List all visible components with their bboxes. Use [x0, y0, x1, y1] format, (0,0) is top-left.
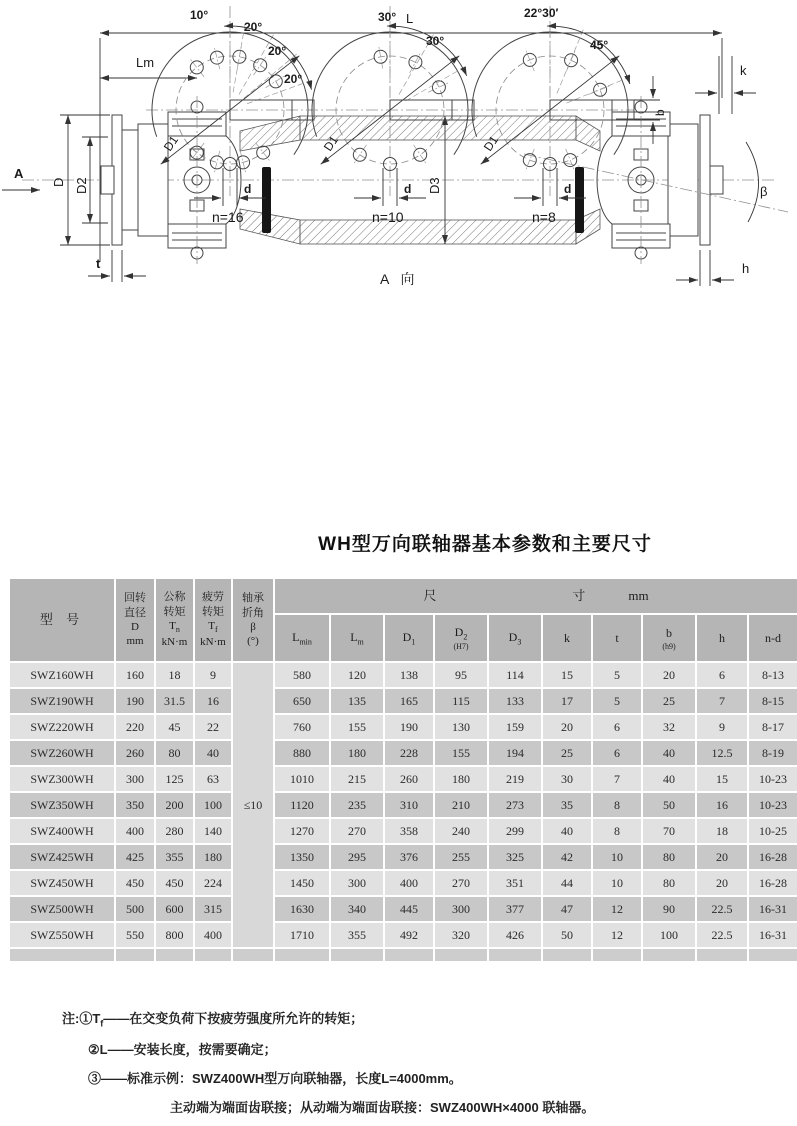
dim-label-D2: D2: [74, 177, 89, 194]
footer-strip-cell: [643, 949, 695, 961]
value-cell: 47: [543, 897, 591, 921]
hole-axis: [566, 49, 575, 71]
value-cell: 140: [195, 819, 231, 843]
value-cell: 20: [643, 663, 695, 687]
dim-label-d: d: [564, 182, 572, 196]
value-cell: 155: [435, 741, 487, 765]
value-cell: 7: [593, 767, 641, 791]
value-cell: 180: [331, 741, 383, 765]
value-cell: 273: [489, 793, 541, 817]
value-cell: 800: [156, 923, 193, 947]
value-cell: 315: [195, 897, 231, 921]
sub-header-cell: $L_m$: [331, 615, 383, 661]
value-cell: 8-15: [749, 689, 797, 713]
value-cell: 280: [156, 819, 193, 843]
value-cell: 320: [435, 923, 487, 947]
value-cell: 8: [593, 793, 641, 817]
value-cell: 200: [156, 793, 193, 817]
dim-label-D1: D1: [160, 133, 182, 154]
value-cell: 224: [195, 871, 231, 895]
angle-boundary: [239, 34, 274, 95]
value-cell: 5: [593, 689, 641, 713]
footer-strip-cell: [195, 949, 231, 961]
note-line-2: ②L——安装长度，按需要确定；: [88, 1041, 277, 1057]
value-cell: 63: [195, 767, 231, 791]
footer-strip-cell: [156, 949, 193, 961]
value-cell: 30: [543, 767, 591, 791]
value-cell: 18: [156, 663, 193, 687]
value-cell: 10-25: [749, 819, 797, 843]
table-body: [10, 663, 797, 961]
dim-label-Lm: Lm: [136, 55, 155, 70]
sub-header-cell: t: [593, 615, 641, 661]
angle-label: 20°: [268, 44, 287, 58]
model-cell: SWZ350WH: [10, 793, 114, 817]
hole-axis: [214, 46, 220, 69]
value-cell: 32: [643, 715, 695, 739]
footer-strip-cell: [593, 949, 641, 961]
dim-label-b: b: [653, 109, 667, 116]
value-cell: 20: [697, 845, 747, 869]
value-cell: 425: [116, 845, 154, 869]
hole-count-label: n=8: [532, 209, 556, 225]
table-row: [10, 663, 797, 687]
dim-label-D1: D1: [480, 133, 502, 154]
hole-axis: [266, 75, 286, 88]
value-cell: 1010: [275, 767, 329, 791]
value-cell: 8: [593, 819, 641, 843]
footer-strip-cell: [275, 949, 329, 961]
value-cell: 400: [116, 819, 154, 843]
angle-label: 22°30′: [524, 6, 559, 20]
value-cell: 18: [697, 819, 747, 843]
value-cell: 50: [543, 923, 591, 947]
value-cell: 25: [643, 689, 695, 713]
value-cell: 210: [435, 793, 487, 817]
model-cell: SWZ220WH: [10, 715, 114, 739]
angle-boundary: [406, 66, 467, 101]
notes: [62, 1008, 594, 1126]
value-cell: 355: [156, 845, 193, 869]
table-row: [10, 923, 797, 947]
value-cell: 350: [116, 793, 154, 817]
table-row: [10, 793, 797, 817]
value-cell: 180: [435, 767, 487, 791]
value-cell: 300: [331, 871, 383, 895]
footer-strip-cell: [116, 949, 154, 961]
value-cell: 9: [697, 715, 747, 739]
value-cell: 325: [489, 845, 541, 869]
value-cell: 760: [275, 715, 329, 739]
value-cell: 600: [156, 897, 193, 921]
dimension-h: [676, 250, 749, 286]
dim-label-h: h: [742, 261, 750, 276]
value-cell: 70: [643, 819, 695, 843]
angle-label: 30°: [426, 34, 445, 48]
dimension-t: [88, 250, 146, 282]
hole-axis: [566, 149, 575, 171]
angle-label: 45°: [590, 38, 609, 52]
value-cell: 426: [489, 923, 541, 947]
value-cell: 95: [435, 663, 487, 687]
dim-label-t: t: [96, 256, 101, 271]
value-cell: 270: [435, 871, 487, 895]
value-cell: 90: [643, 897, 695, 921]
value-cell: 299: [489, 819, 541, 843]
value-cell: 45: [156, 715, 193, 739]
sub-header-cell: $D_2$ (H7): [435, 615, 487, 661]
footer-strip-cell: [489, 949, 541, 961]
note-line-4: 主动端为端面齿联接；从动端为端面齿联接：SWZ400WH×4000 联轴器。: [170, 1099, 595, 1115]
value-cell: 6: [593, 715, 641, 739]
hole-axis: [410, 52, 421, 73]
value-cell: 445: [385, 897, 433, 921]
value-cell: 15: [697, 767, 747, 791]
footer-strip-cell: [749, 949, 797, 961]
value-cell: 228: [385, 741, 433, 765]
view-arrow-label: A: [14, 166, 24, 181]
value-cell: 42: [543, 845, 591, 869]
value-cell: 133: [489, 689, 541, 713]
value-cell: 12: [593, 923, 641, 947]
value-cell: 8-17: [749, 715, 797, 739]
note-line-3: ③——标准示例：SWZ400WH型万向联轴器，长度L=4000mm。: [88, 1070, 462, 1086]
flange-view-3: [466, 6, 667, 225]
hole-axis: [428, 82, 450, 92]
angle-label: 30°: [378, 10, 397, 24]
model-cell: SWZ260WH: [10, 741, 114, 765]
model-cell: SWZ425WH: [10, 845, 114, 869]
value-cell: 155: [331, 715, 383, 739]
table-row: [10, 845, 797, 869]
value-cell: 17: [543, 689, 591, 713]
value-cell: 31.5: [156, 689, 193, 713]
value-cell: 40: [195, 741, 231, 765]
value-cell: 115: [435, 689, 487, 713]
model-cell: SWZ550WH: [10, 923, 114, 947]
footer-strip-cell: [435, 949, 487, 961]
sub-header-cell: n-d: [749, 615, 797, 661]
value-cell: 351: [489, 871, 541, 895]
value-cell: 180: [195, 845, 231, 869]
value-cell: 125: [156, 767, 193, 791]
value-cell: 40: [643, 767, 695, 791]
value-cell: 9: [195, 663, 231, 687]
value-cell: 100: [195, 793, 231, 817]
value-cell: 10: [593, 845, 641, 869]
value-cell: 12: [593, 897, 641, 921]
model-cell: SWZ190WH: [10, 689, 114, 713]
value-cell: 1710: [275, 923, 329, 947]
angle-dimension-arc: [547, 26, 630, 84]
value-cell: 1120: [275, 793, 329, 817]
value-cell: 260: [116, 741, 154, 765]
flange-view-1: [146, 6, 314, 225]
angle-boundary: [557, 29, 584, 94]
value-cell: 130: [435, 715, 487, 739]
value-cell: 6: [697, 663, 747, 687]
value-cell: 80: [643, 871, 695, 895]
header-fatigue-torque: 疲劳 转矩 $T_f$ kN·m: [195, 579, 231, 661]
footer-strip-cell: [543, 949, 591, 961]
value-cell: 114: [489, 663, 541, 687]
beta-merged-cell: ≤10: [233, 663, 273, 947]
value-cell: 190: [116, 689, 154, 713]
value-cell: 50: [643, 793, 695, 817]
model-cell: SWZ450WH: [10, 871, 114, 895]
value-cell: 400: [195, 923, 231, 947]
value-cell: 120: [331, 663, 383, 687]
sub-header-cell: $D_1$: [385, 615, 433, 661]
value-cell: 16-31: [749, 897, 797, 921]
value-cell: 1270: [275, 819, 329, 843]
a-view-label: A 向: [380, 271, 419, 287]
value-cell: 376: [385, 845, 433, 869]
value-cell: 80: [156, 741, 193, 765]
dim-label-D1: D1: [320, 133, 342, 154]
value-cell: 40: [543, 819, 591, 843]
angle-label: 20°: [244, 20, 263, 34]
value-cell: 358: [385, 819, 433, 843]
value-cell: 194: [489, 741, 541, 765]
value-cell: 138: [385, 663, 433, 687]
value-cell: 1630: [275, 897, 329, 921]
value-cell: 240: [435, 819, 487, 843]
value-cell: 22.5: [697, 923, 747, 947]
table-row: [10, 741, 797, 765]
value-cell: 20: [697, 871, 747, 895]
value-cell: 20: [543, 715, 591, 739]
table-row: [10, 767, 797, 791]
value-cell: 450: [116, 871, 154, 895]
bolt-hole: [190, 146, 203, 159]
note-line-1: 注$:①T_f——$在交变负荷下按疲劳强度所允许的转矩；: [62, 1011, 364, 1029]
table-row: [10, 897, 797, 921]
hole-axis: [525, 149, 534, 171]
value-cell: 300: [116, 767, 154, 791]
value-cell: 450: [156, 871, 193, 895]
value-cell: 7: [697, 689, 747, 713]
hole-count-label: n=16: [212, 209, 244, 225]
page-title: WH型万向联轴器基本参数和主要尺寸: [318, 534, 652, 555]
header-model: 型 号: [10, 579, 114, 661]
sub-header-cell: k: [543, 615, 591, 661]
value-cell: 135: [331, 689, 383, 713]
value-cell: 340: [331, 897, 383, 921]
value-cell: 492: [385, 923, 433, 947]
value-cell: 255: [435, 845, 487, 869]
value-cell: 15: [543, 663, 591, 687]
hole-axis: [589, 85, 611, 94]
bolt-hole: [190, 61, 203, 74]
footer-strip-cell: [697, 949, 747, 961]
hole-axis: [214, 151, 220, 174]
value-cell: 500: [116, 897, 154, 921]
value-cell: 1450: [275, 871, 329, 895]
table-row: [10, 715, 797, 739]
model-cell: SWZ400WH: [10, 819, 114, 843]
sub-header-cell: b (h9): [643, 615, 695, 661]
dim-label-L: L: [406, 11, 414, 26]
value-cell: 220: [116, 715, 154, 739]
dim-label-k: k: [740, 63, 747, 78]
value-cell: 580: [275, 663, 329, 687]
header-diameter: 回转 直径 D mm: [116, 579, 154, 661]
flange-views: [0, 0, 797, 236]
model-cell: SWZ500WH: [10, 897, 114, 921]
value-cell: 35: [543, 793, 591, 817]
table-row: [10, 819, 797, 843]
value-cell: 100: [643, 923, 695, 947]
value-cell: 16: [697, 793, 747, 817]
table-row: [10, 689, 797, 713]
value-cell: 235: [331, 793, 383, 817]
value-cell: 16-31: [749, 923, 797, 947]
hole-axis: [525, 49, 534, 71]
flange-view-2: [306, 6, 474, 225]
value-cell: 165: [385, 689, 433, 713]
value-cell: 8-13: [749, 663, 797, 687]
model-cell: SWZ300WH: [10, 767, 114, 791]
value-cell: 300: [435, 897, 487, 921]
dim-label-D: D: [51, 177, 66, 187]
value-cell: 22.5: [697, 897, 747, 921]
value-cell: 377: [489, 897, 541, 921]
dim-label-d: d: [404, 182, 412, 196]
value-cell: 159: [489, 715, 541, 739]
dim-label-D3: D3: [427, 177, 442, 194]
dim-label-beta: β: [760, 184, 768, 199]
value-cell: 880: [275, 741, 329, 765]
header-nominal-torque: 公称 转矩 $T_n$ kN·m: [156, 579, 193, 661]
value-cell: 260: [385, 767, 433, 791]
value-cell: 310: [385, 793, 433, 817]
value-cell: 10: [593, 871, 641, 895]
sub-header-cell: $D_3$: [489, 615, 541, 661]
value-cell: 6: [593, 741, 641, 765]
sub-header-cell: $L_{min}$: [275, 615, 329, 661]
sub-header-cell: h: [697, 615, 747, 661]
value-cell: 10-23: [749, 767, 797, 791]
value-cell: 190: [385, 715, 433, 739]
value-cell: 16-28: [749, 871, 797, 895]
angle-label: 10°: [190, 8, 209, 22]
value-cell: 295: [331, 845, 383, 869]
value-cell: 10-23: [749, 793, 797, 817]
bolt-hole: [210, 156, 223, 169]
header-size-span: 尺 寸 mm: [275, 579, 797, 613]
footer-strip-cell: [233, 949, 273, 961]
value-cell: 12.5: [697, 741, 747, 765]
value-cell: 25: [543, 741, 591, 765]
value-cell: 550: [116, 923, 154, 947]
hole-count-label: n=10: [372, 209, 404, 225]
table-footer-strip: [10, 949, 797, 961]
value-cell: 215: [331, 767, 383, 791]
value-cell: 650: [275, 689, 329, 713]
model-cell: SWZ160WH: [10, 663, 114, 687]
value-cell: 80: [643, 845, 695, 869]
header-bearing-angle: 轴承 折角 β (°): [233, 579, 273, 661]
angle-label: 20°: [284, 72, 303, 86]
value-cell: 40: [643, 741, 695, 765]
bolt-hole: [210, 51, 223, 64]
footer-strip-cell: [385, 949, 433, 961]
value-cell: 5: [593, 663, 641, 687]
parameters-table: [8, 577, 797, 963]
footer-strip-cell: [331, 949, 383, 961]
value-cell: 160: [116, 663, 154, 687]
table-row: [10, 871, 797, 895]
value-cell: 1350: [275, 845, 329, 869]
value-cell: 270: [331, 819, 383, 843]
dim-label-d: d: [244, 182, 252, 196]
value-cell: 16: [195, 689, 231, 713]
value-cell: 400: [385, 871, 433, 895]
footer-strip-cell: [10, 949, 114, 961]
value-cell: 219: [489, 767, 541, 791]
value-cell: 355: [331, 923, 383, 947]
value-cell: 22: [195, 715, 231, 739]
bolt-hole: [432, 81, 445, 94]
value-cell: 44: [543, 871, 591, 895]
value-cell: 16-28: [749, 845, 797, 869]
value-cell: 8-19: [749, 741, 797, 765]
header-row-1: [10, 579, 797, 613]
